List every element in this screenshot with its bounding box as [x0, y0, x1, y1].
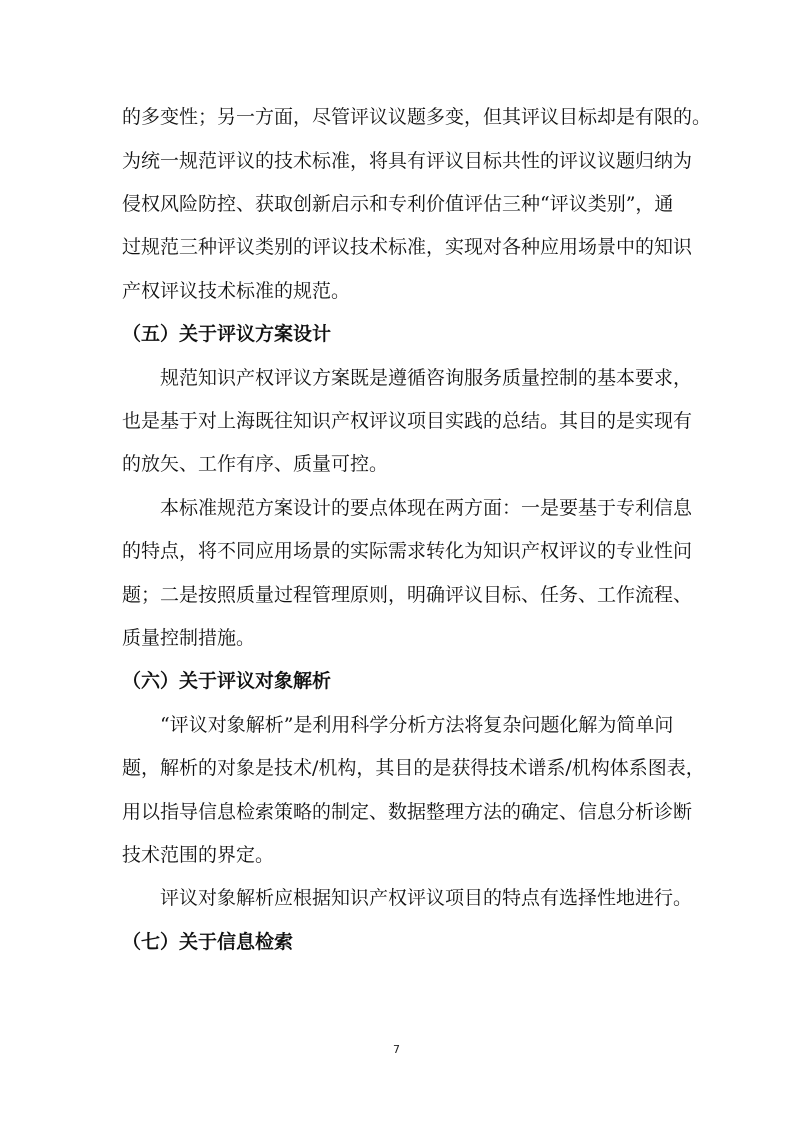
text-line: 规范知识产权评议方案既是遵循咨询服务质量控制的基本要求，: [160, 367, 693, 389]
text-line: 用以指导信息检索策略的制定、数据整理方法的确定、信息分析诊断: [122, 801, 693, 823]
section-heading-6: （六）关于评议对象解析: [122, 670, 332, 692]
page-number: 7: [393, 1043, 400, 1056]
text-line: 为统一规范评议的技术标准，将具有评议目标共性的评议议题归纳为: [122, 150, 693, 172]
text-line: 题；二是按照质量过程管理原则，明确评议目标、任务、工作流程、: [122, 584, 693, 606]
text-line: 也是基于对上海既往知识产权评议项目实践的总结。其目的是实现有: [122, 410, 693, 432]
text-line: 产权评议技术标准的规范。: [122, 280, 351, 302]
text-line: 过规范三种评议类别的评议技术标准，实现对各种应用场景中的知识: [122, 236, 693, 258]
section-heading-5: （五）关于评议方案设计: [122, 323, 332, 345]
text-line: 评议对象解析应根据知识产权评议项目的特点有选择性地进行。: [160, 887, 693, 909]
text-line: 技术范围的界定。: [122, 844, 275, 866]
text-line: 质量控制措施。: [122, 627, 256, 649]
text-line: 题，解析的对象是技术/机构，其目的是获得技术谱系/机构体系图表，: [122, 757, 705, 779]
text-line: 的特点，将不同应用场景的实际需求转化为知识产权评议的专业性问: [122, 540, 693, 562]
text-line: 本标准规范方案设计的要点体现在两方面：一是要基于专利信息: [160, 497, 693, 519]
section-heading-7: （七）关于信息检索: [122, 931, 294, 953]
text-line: 的放矢、工作有序、质量可控。: [122, 453, 389, 475]
text-line: 的多变性；另一方面，尽管评议议题多变，但其评议目标却是有限的。: [122, 106, 712, 128]
text-line: 侵权风险防控、获取创新启示和专利价值评估三种“评议类别”，通: [122, 193, 674, 215]
text-line: “评议对象解析”是利用科学分析方法将复杂问题化解为简单问: [160, 714, 674, 736]
